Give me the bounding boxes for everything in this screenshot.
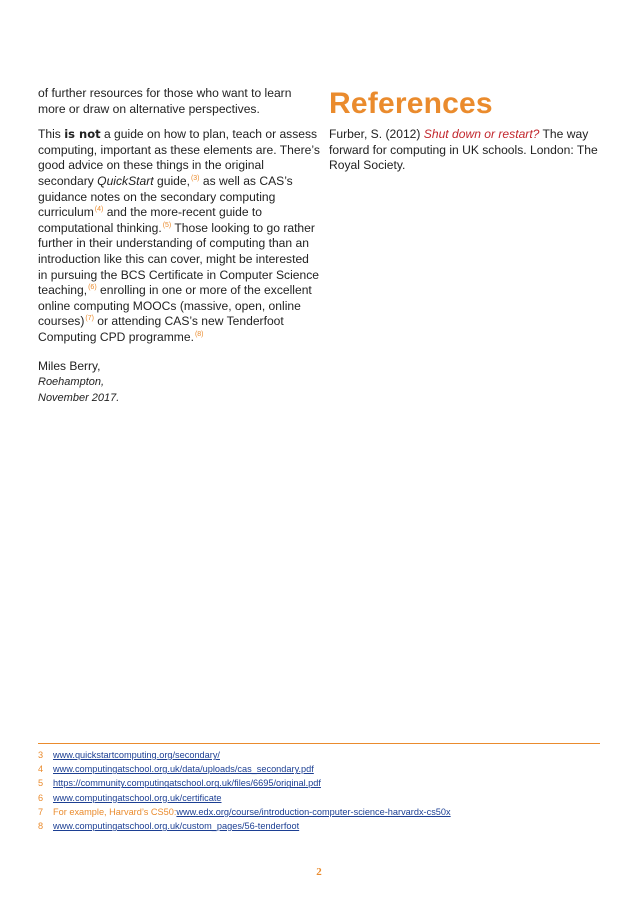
footnote-prefix: For example, Harvard’s CS50: <box>53 806 177 817</box>
footnote-number: 8 <box>38 821 44 832</box>
footnote-number: 6 <box>38 792 44 803</box>
body-text-i: enrolling in one or more of the excellent online computing MOOCs (massive, open, online courses) <box>38 283 312 329</box>
footnote-link[interactable]: www.computingatschool.org.uk/certificate <box>53 792 222 803</box>
signature <box>38 359 320 407</box>
footnote-number: 3 <box>38 750 44 760</box>
footnote-5 <box>38 776 608 790</box>
footnote-link[interactable]: www.quickstartcomputing.org/secondary/ <box>53 750 220 760</box>
body-text-a: This <box>38 127 65 142</box>
body-text-c: a guide on how to plan, teach or assess computing, important as these elements are. There’s good advice on these things in the original secondary <box>38 127 320 188</box>
quickstart-title: QuickStart <box>97 173 154 188</box>
intro-paragraph: of further resources for those who want to learn more or draw on alternative perspectives. <box>38 86 292 116</box>
emphasis-is-not: is not <box>64 127 101 142</box>
footnote-divider <box>38 743 600 744</box>
footnotes <box>38 748 608 833</box>
footnote-ref-4[interactable]: (4) <box>94 206 104 214</box>
author-place: Roehampton, <box>38 376 105 388</box>
footnote-number: 5 <box>38 778 44 789</box>
references-section <box>329 86 609 174</box>
body-text-e: guide, <box>153 173 190 188</box>
footnote-ref-5[interactable]: (5) <box>162 221 172 229</box>
footnote-7 <box>38 805 608 819</box>
footnote-8 <box>38 819 608 833</box>
footnote-ref-7[interactable]: (7) <box>85 315 94 323</box>
footnote-ref-6[interactable]: (6) <box>88 284 97 292</box>
reference-rest: The way forward for computing in UK schools. London: The Royal Society. <box>329 127 598 173</box>
left-column <box>38 86 320 406</box>
reference-author: Furber, S. (2012) <box>329 127 424 141</box>
footnote-6 <box>38 791 608 805</box>
footnote-link[interactable]: https://community.computingatschool.org.uk/files/6695/original.pdf <box>53 778 321 789</box>
reference-title: Shut down or restart? <box>423 127 540 141</box>
page-number: 2 <box>316 866 322 878</box>
footnote-link[interactable]: www.computingatschool.org.uk/data/uploads/cas_secondary.pdf <box>53 764 314 775</box>
footnote-link[interactable]: www.edx.org/course/introduction-computer-science-harvardx-cs50x <box>176 806 451 817</box>
footnote-3 <box>38 748 608 762</box>
body-text-g: and the more-recent guide to computational thinking. <box>38 205 263 235</box>
author-name: Miles Berry, <box>38 358 101 373</box>
references-heading: References <box>329 87 493 120</box>
body-text-h: Those looking to go rather further in their understanding of computing than an introduction like this can cover, might be interested in pursuing the BCS Certificate in Computer Science teaching, <box>38 220 319 298</box>
footnote-ref-3[interactable]: (3) <box>190 174 200 182</box>
footnote-number: 4 <box>38 764 44 775</box>
body-text-f: as well as CAS’s guidance notes on the secondary computing curriculum <box>38 173 293 220</box>
reference-entry <box>329 127 609 174</box>
footnote-ref-8[interactable]: (8) <box>194 330 204 338</box>
footnote-link[interactable]: www.computingatschool.org.uk/custom_pages/56-tenderfoot <box>53 821 300 832</box>
body-paragraph <box>38 127 320 345</box>
author-date: November 2017. <box>38 392 120 404</box>
footnote-4 <box>38 762 608 776</box>
body-text-j: or attending CAS’s new Tenderfoot Computing CPD programme. <box>38 314 284 344</box>
footnote-number: 7 <box>38 806 44 817</box>
